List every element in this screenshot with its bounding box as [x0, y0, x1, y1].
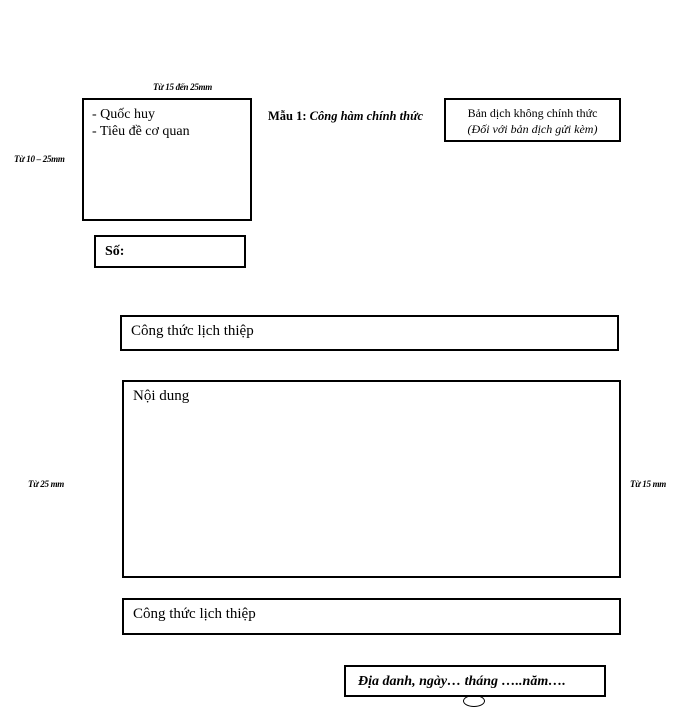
place-date-box — [344, 665, 606, 697]
crest-title-box — [82, 98, 252, 221]
right-margin-note: Từ 15 mm — [630, 479, 666, 489]
seal-outline — [463, 695, 485, 707]
courtesy-formula-bottom-box — [122, 598, 621, 635]
courtesy-formula-top-box — [120, 315, 619, 351]
form-title — [268, 109, 423, 124]
form-title-name: Công hàm chính thức — [309, 109, 424, 123]
form-title-prefix: Mẫu 1: — [268, 109, 307, 123]
translation-label: Bản dịch không chính thức — [467, 106, 598, 120]
translation-box — [444, 98, 621, 142]
courtesy-formula-top-label: Công thức lịch thiệp — [131, 323, 254, 339]
left-margin-note: Từ 25 mm — [28, 479, 64, 489]
number-label: Số: — [105, 244, 125, 259]
agency-title-line: - Tiêu đề cơ quan — [92, 124, 190, 139]
courtesy-formula-bottom-label: Công thức lịch thiệp — [133, 606, 256, 622]
translation-note: (Đối với bản dịch gửi kèm) — [467, 122, 598, 136]
place-date-label: Địa danh, ngày… tháng …..năm…. — [358, 674, 566, 689]
content-box — [122, 380, 621, 578]
top-left-margin-note: Từ 10 – 25mm — [14, 154, 65, 164]
number-box — [94, 235, 246, 268]
top-margin-note: Từ 15 đến 25mm — [153, 82, 212, 92]
crest-line: - Quốc huy — [92, 107, 155, 122]
content-label: Nội dung — [133, 388, 190, 404]
